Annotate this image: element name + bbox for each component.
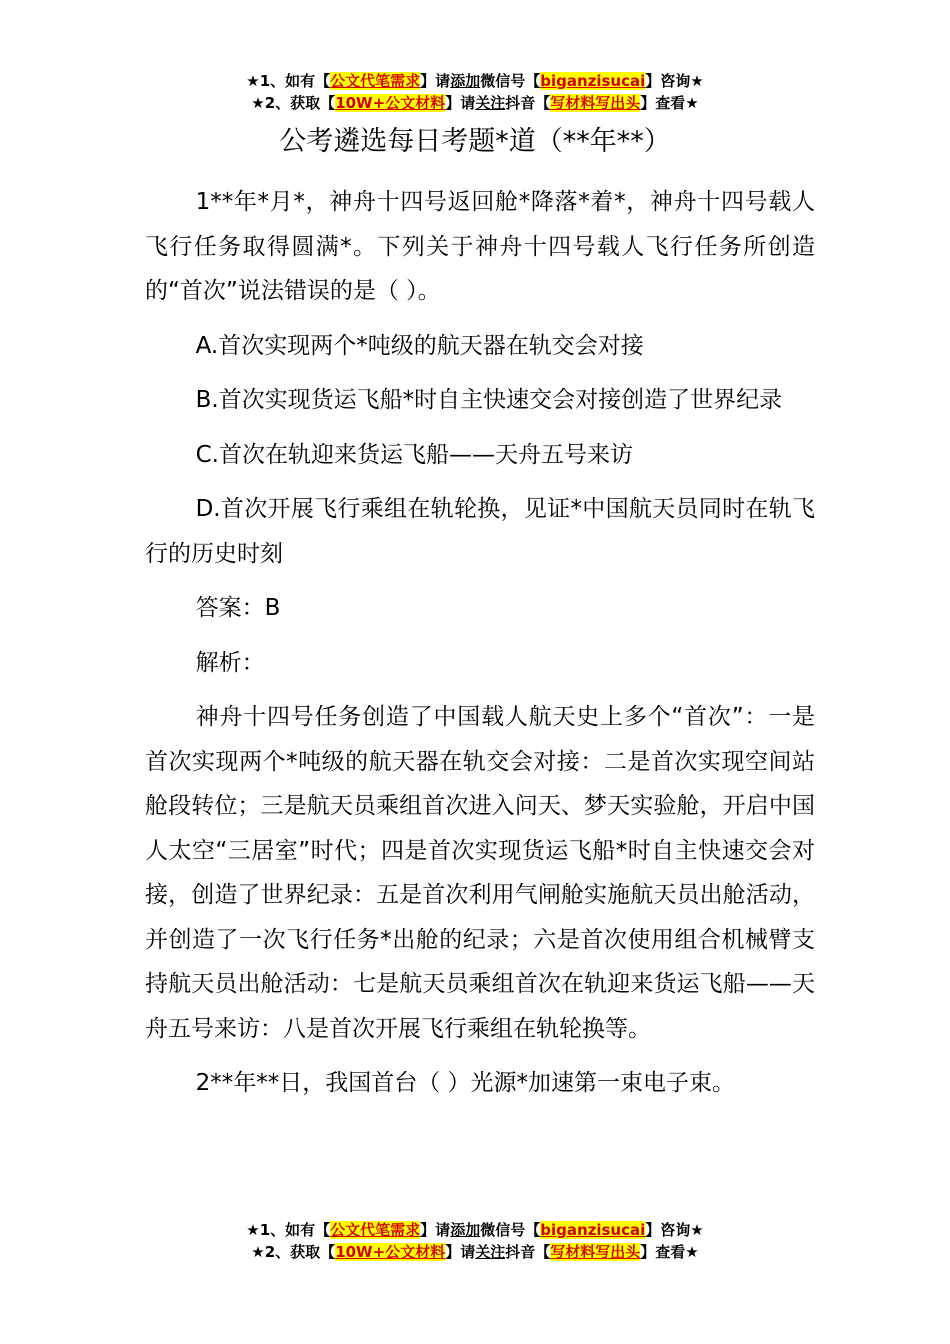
banner-highlight: biganzisucai: [540, 72, 646, 90]
banner-highlight: 10W+公文材料: [335, 94, 446, 112]
banner-text: 抖音【: [505, 1243, 551, 1261]
option-c: C.首次在轨迎来货运飞船——天舟五号来访: [195, 441, 633, 468]
analysis-label: 解析：: [195, 649, 265, 676]
option-a: A.首次实现两个*吨级的航天器在轨交会对接: [195, 332, 644, 359]
banner-text: 】查看★: [640, 94, 699, 112]
banner-highlight: 公文代笔需求: [330, 72, 421, 90]
banner-highlight: 10W+公文材料: [335, 1243, 446, 1261]
banner-text: 微信号【: [480, 72, 541, 90]
banner-text: 】请: [445, 94, 476, 112]
banner-line-1: [0, 1219, 950, 1241]
banner-text: 】请: [445, 1243, 476, 1261]
analysis-text: 神舟十四号任务创造了中国载人航天史上多个“首次”：一是首次实现两个*吨级的航天器在轨交会对接：二是首次实现空间站舱段转位；三是航天员乘组首次进入问天、梦天实验舱，开启中国人太空“三居室”时代；四是首次实现货运飞船*时自主快速交会对接，创造了世界纪录：五是首次利用气闸舱实施航天员出舱活动，并创造了一次飞行任务*出舱的纪录；六是首次使用组合机械臂支持航天员出舱活动：七是航天员乘组首次在轨迎来货运飞船——天舟五号来访：八是首次开展飞行乘组在轨轮换等。: [145, 704, 815, 1042]
answer: 答案：B: [195, 595, 281, 621]
banner-text: ★2、获取【: [251, 94, 336, 112]
banner-text: 微信号【: [480, 1221, 541, 1239]
banner-text: 抖音【: [505, 94, 551, 112]
footer-banner: [0, 1219, 950, 1263]
banner-highlight: 公文代笔需求: [330, 1221, 421, 1239]
banner-text: 】咨询★: [645, 72, 704, 90]
option-d: D.首次开展飞行乘组在轨轮换，见证*中国航天员同时在轨飞行的历史时刻: [145, 496, 815, 567]
banner-text: 】查看★: [640, 1243, 699, 1261]
banner-text: 】请: [420, 72, 451, 90]
banner-highlight: 写材料写出头: [550, 1243, 641, 1261]
option-b: B.首次实现货运飞船*时自主快速交会对接创造了世界纪录: [195, 387, 783, 413]
question-2-stem: 2**年**日，我国首台（ ）光源*加速第一束电子束。: [195, 1070, 736, 1096]
banner-highlight: 写材料写出头: [550, 94, 641, 112]
banner-text: ★1、如有【: [246, 72, 331, 90]
banner-underline: 关注: [475, 94, 506, 112]
banner-line-2: [0, 92, 950, 114]
banner-text: 】咨询★: [645, 1221, 704, 1239]
banner-text: ★2、获取【: [251, 1243, 336, 1261]
header-banner: [0, 70, 950, 114]
banner-text: 】请: [420, 1221, 451, 1239]
banner-underline: 关注: [475, 1243, 506, 1261]
question-stem: 1**年*月*，神舟十四号返回舱*降落*着*，神舟十四号载人飞行任务取得圆满*。下列关于神舟十四号载人飞行任务所创造的“首次”说法错误的是（ ）。: [145, 189, 815, 304]
banner-underline: 添加: [450, 72, 481, 90]
banner-line-1: [0, 70, 950, 92]
banner-underline: 添加: [450, 1221, 481, 1239]
banner-line-2: [0, 1241, 950, 1263]
banner-text: ★1、如有【: [246, 1221, 331, 1239]
document-body: [145, 180, 815, 1116]
page-title: 公考遴选每日考题*道（**年**）: [279, 126, 671, 157]
banner-highlight: biganzisucai: [540, 1221, 646, 1239]
